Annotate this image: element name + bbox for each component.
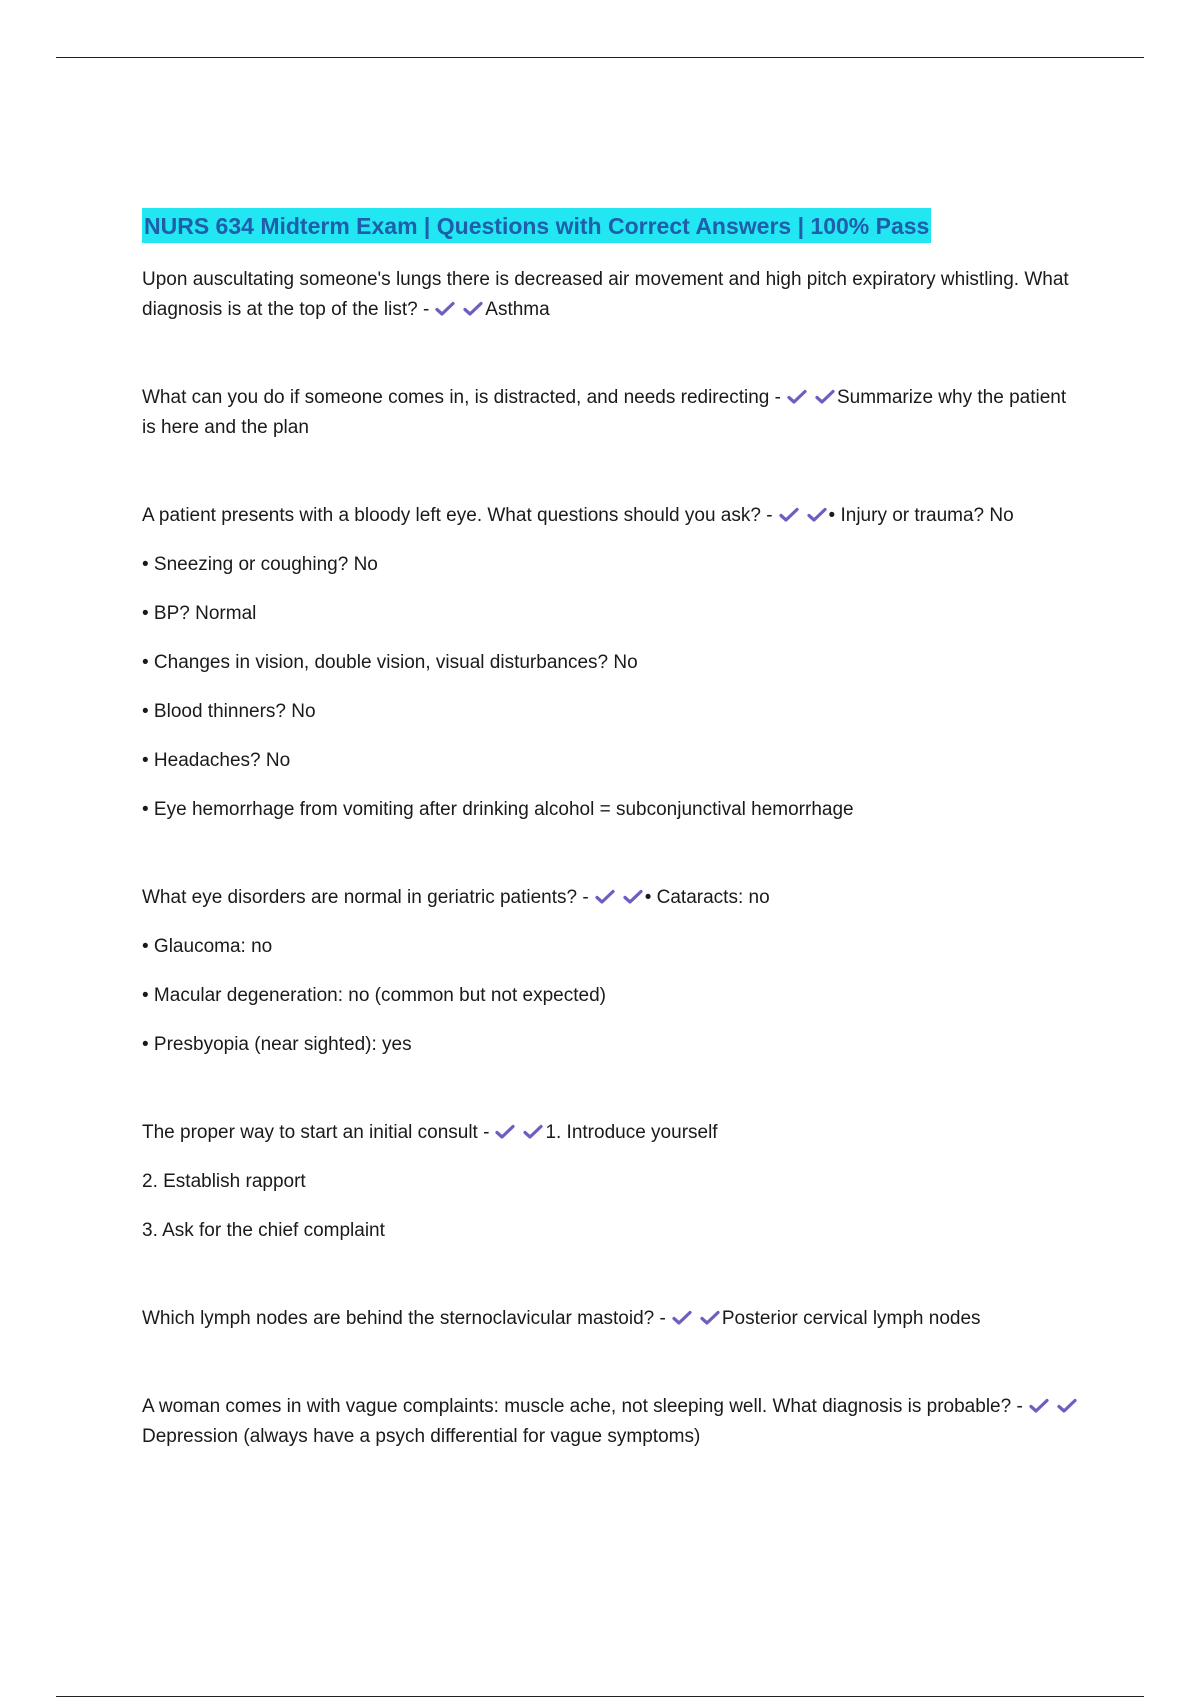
question-line xyxy=(142,1392,1082,1452)
answer-line: • BP? Normal xyxy=(142,603,257,624)
qa-item xyxy=(142,383,1082,501)
answer-line: • Changes in vision, double vision, visual disturbances? No xyxy=(142,652,638,673)
qa-item xyxy=(142,1392,1082,1510)
question-text: The proper way to start an initial consult - xyxy=(142,1122,490,1143)
qa-item xyxy=(142,501,1082,883)
question-line xyxy=(142,383,1082,443)
answer-line: • Blood thinners? No xyxy=(142,701,316,722)
spacer xyxy=(142,1352,1082,1392)
checkmark-icon xyxy=(700,1310,722,1326)
answer-text: Posterior cervical lymph nodes xyxy=(721,1308,981,1329)
bottom-rule xyxy=(56,1696,1144,1697)
question-text: Which lymph nodes are behind the sternoclavicular mastoid? - xyxy=(142,1308,666,1329)
spacer xyxy=(142,1264,1082,1304)
question-text: What eye disorders are normal in geriatric patients? - xyxy=(142,887,589,908)
question-text: Upon auscultating someone's lungs there is decreased air movement and high pitch expiratory whistling. What diagnosis is at the top of the list? - xyxy=(142,269,1069,320)
checkmark-icon xyxy=(495,1124,517,1140)
checkmark-icon xyxy=(623,889,645,905)
question-line xyxy=(142,1118,1082,1148)
answer-text: • Injury or trauma? No xyxy=(828,505,1014,526)
answer-line: • Sneezing or coughing? No xyxy=(142,554,378,575)
qa-item xyxy=(142,883,1082,1118)
spacer xyxy=(142,843,1082,883)
question-line xyxy=(142,1304,1082,1334)
checkmark-icon xyxy=(1057,1398,1079,1414)
checkmark-icon xyxy=(807,507,829,523)
checkmark-icon xyxy=(779,507,801,523)
checkmark-icon xyxy=(787,389,809,405)
document-body xyxy=(142,208,1082,1510)
spacer xyxy=(142,343,1082,383)
answer-text: Asthma xyxy=(485,299,550,320)
title-block xyxy=(142,208,1082,243)
question-line xyxy=(142,265,1082,325)
spacer xyxy=(142,1470,1082,1510)
answer-line: 2. Establish rapport xyxy=(142,1171,306,1192)
question-line xyxy=(142,883,1082,913)
spacer xyxy=(142,1078,1082,1118)
answer-text: Depression (always have a psych differential for vague symptoms) xyxy=(142,1426,701,1447)
checkmark-icon xyxy=(435,301,457,317)
qa-list xyxy=(142,265,1082,1510)
answer-line: • Glaucoma: no xyxy=(142,936,273,957)
question-text: A patient presents with a bloody left eye. What questions should you ask? - xyxy=(142,505,773,526)
spacer xyxy=(142,461,1082,501)
checkmark-icon xyxy=(523,1124,545,1140)
answer-text: Summarize why the patient is here and the plan xyxy=(142,387,1067,438)
checkmark-icon xyxy=(1029,1398,1051,1414)
top-rule xyxy=(56,57,1144,58)
answer-line: • Headaches? No xyxy=(142,750,291,771)
checkmark-icon xyxy=(595,889,617,905)
checkmark-icon xyxy=(672,1310,694,1326)
question-text: A woman comes in with vague complaints: muscle ache, not sleeping well. What diagnosis is probable? - xyxy=(142,1396,1023,1417)
answer-text: 1. Introduce yourself xyxy=(545,1122,718,1143)
answer-text: • Cataracts: no xyxy=(644,887,770,908)
answer-line: • Presbyopia (near sighted): yes xyxy=(142,1034,412,1055)
qa-item xyxy=(142,1118,1082,1304)
question-text: What can you do if someone comes in, is distracted, and needs redirecting - xyxy=(142,387,781,408)
answer-line: 3. Ask for the chief complaint xyxy=(142,1220,385,1241)
document-title: NURS 634 Midterm Exam | Questions with Correct Answers | 100% Pass xyxy=(142,208,931,243)
question-line xyxy=(142,501,1082,531)
qa-item xyxy=(142,265,1082,383)
answer-line: • Macular degeneration: no (common but not expected) xyxy=(142,985,606,1006)
answer-line: • Eye hemorrhage from vomiting after drinking alcohol = subconjunctival hemorrhage xyxy=(142,799,854,820)
checkmark-icon xyxy=(815,389,837,405)
checkmark-icon xyxy=(463,301,485,317)
qa-item xyxy=(142,1304,1082,1392)
